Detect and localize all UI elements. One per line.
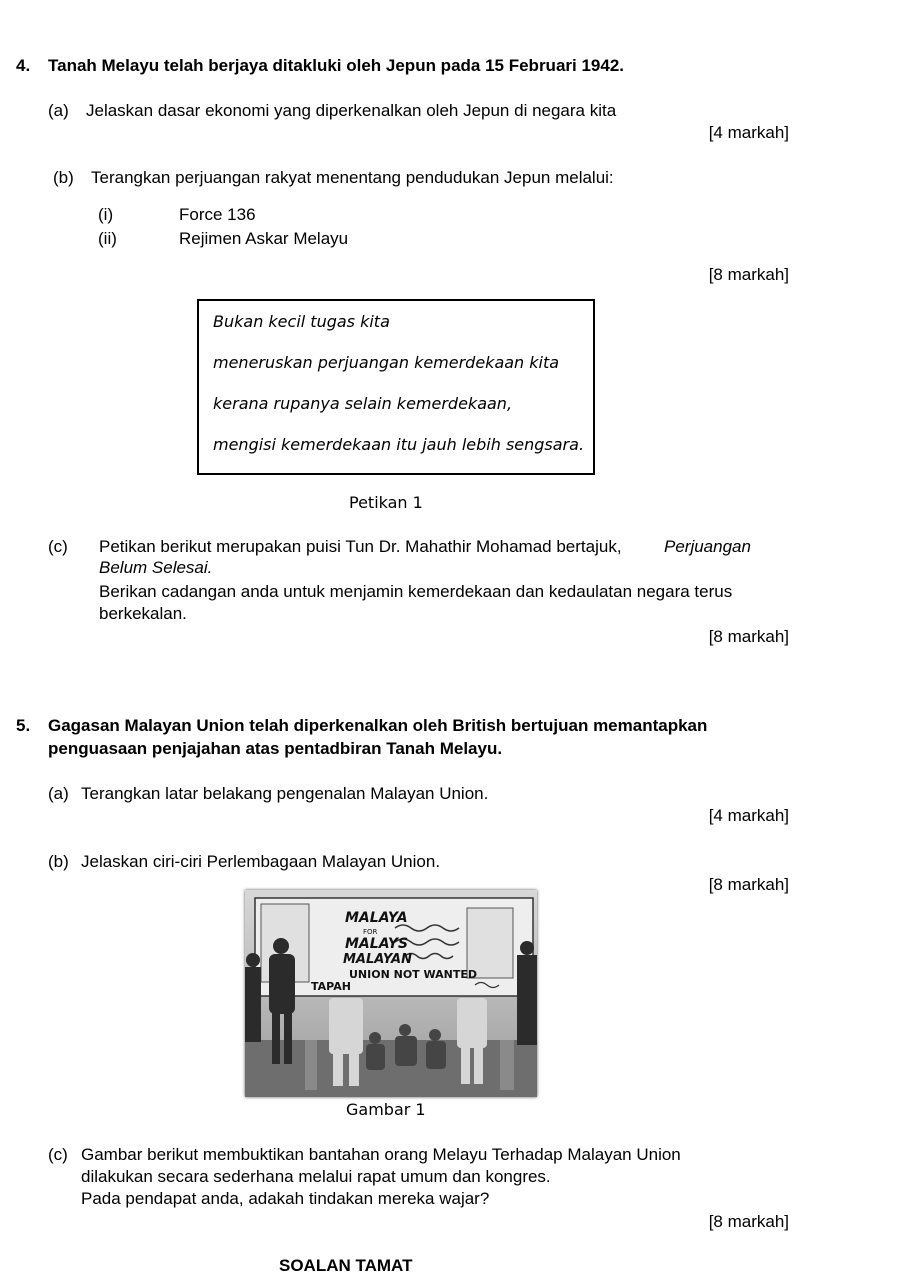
protest-photo bbox=[245, 890, 537, 1097]
excerpt-line: kerana rupanya selain kemerdekaan, bbox=[213, 394, 513, 413]
q4b-label: (b) bbox=[53, 168, 74, 187]
q4b-text: Terangkan perjuangan rakyat menentang pendudukan Jepun melalui: bbox=[91, 168, 614, 187]
q4c-line1: Petikan berikut merupakan puisi Tun Dr. Mahathir Mohamad bertajuk, bbox=[99, 537, 622, 556]
q4c-label: (c) bbox=[48, 537, 68, 556]
q4c-poem-title: Perjuangan bbox=[664, 537, 751, 556]
q4c-poem-title-cont: Belum Selesai. bbox=[99, 558, 213, 577]
banner-text: FOR bbox=[363, 928, 378, 936]
photo-caption: Gambar 1 bbox=[346, 1100, 426, 1119]
excerpt-box bbox=[197, 299, 595, 475]
q5a-text: Terangkan latar belakang pengenalan Malayan Union. bbox=[81, 784, 489, 803]
q5a-marks: [4 markah] bbox=[708, 806, 789, 825]
q5c-label: (c) bbox=[48, 1145, 68, 1164]
banner-text: TAPAH bbox=[311, 980, 351, 993]
q4b-item-text: Force 136 bbox=[179, 205, 256, 224]
protest-photo-illustration bbox=[245, 890, 537, 1097]
q4-title: Tanah Melayu telah berjaya ditakluki oleh Jepun pada 15 Februari 1942. bbox=[48, 56, 624, 75]
q4a-marks: [4 markah] bbox=[708, 123, 789, 142]
q5c-line1: Gambar berikut membuktikan bantahan orang Melayu Terhadap Malayan Union bbox=[81, 1145, 681, 1164]
q4b-item-label: (ii) bbox=[98, 229, 117, 248]
q5-number: 5. bbox=[16, 716, 31, 735]
q4a-label: (a) bbox=[48, 101, 69, 120]
excerpt-line: meneruskan perjuangan kemerdekaan kita bbox=[213, 353, 560, 372]
excerpt-caption: Petikan 1 bbox=[349, 493, 423, 512]
q5-title: Gagasan Malayan Union telah diperkenalkan oleh British bertujuan memantapkan bbox=[48, 716, 708, 735]
excerpt-line: Bukan kecil tugas kita bbox=[213, 312, 390, 331]
banner-text: MALAYAN bbox=[343, 952, 412, 967]
q4c-marks: [8 markah] bbox=[708, 627, 789, 646]
q4b-marks: [8 markah] bbox=[708, 265, 789, 284]
q5b-marks: [8 markah] bbox=[708, 875, 789, 894]
excerpt-line: mengisi kemerdekaan itu jauh lebih sengsara. bbox=[213, 435, 585, 454]
q5c-line3: Pada pendapat anda, adakah tindakan mereka wajar? bbox=[81, 1189, 490, 1208]
banner-text: MALAYS bbox=[345, 936, 409, 952]
q4b-item-text: Rejimen Askar Melayu bbox=[179, 229, 349, 248]
banner-text: UNION NOT WANTED bbox=[349, 968, 478, 981]
q4-number: 4. bbox=[16, 56, 31, 75]
end-of-questions: SOALAN TAMAT bbox=[279, 1256, 413, 1275]
q5a-label: (a) bbox=[48, 784, 69, 803]
banner-text: MALAYA bbox=[345, 910, 408, 926]
q4b-item-label: (i) bbox=[98, 205, 114, 224]
q4c-line3: Berikan cadangan anda untuk menjamin kemerdekaan dan kedaulatan negara terus bbox=[99, 582, 733, 601]
q5c-marks: [8 markah] bbox=[708, 1212, 789, 1231]
q5b-text: Jelaskan ciri-ciri Perlembagaan Malayan Union. bbox=[81, 852, 441, 871]
q5b-label: (b) bbox=[48, 852, 69, 871]
q5-title-cont: penguasaan penjajahan atas pentadbiran Tanah Melayu. bbox=[48, 739, 503, 758]
q4a-text: Jelaskan dasar ekonomi yang diperkenalkan oleh Jepun di negara kita bbox=[86, 101, 617, 120]
q4c-line4: berkekalan. bbox=[99, 604, 187, 623]
q5c-line2: dilakukan secara sederhana melalui rapat umum dan kongres. bbox=[81, 1167, 551, 1186]
